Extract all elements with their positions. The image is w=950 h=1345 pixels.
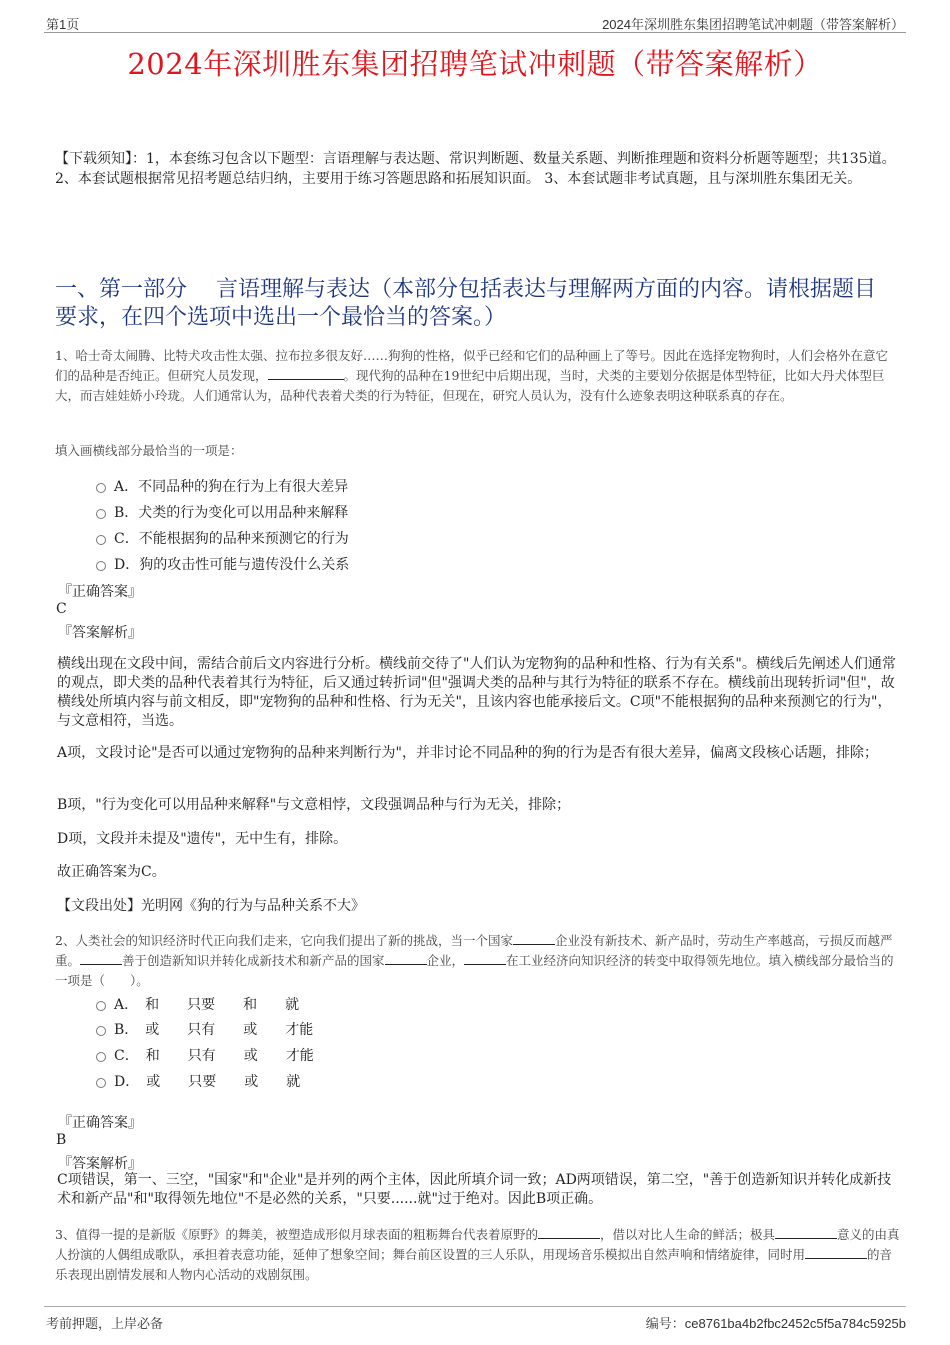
q2-blank — [80, 953, 122, 965]
footer-divider — [44, 1306, 906, 1307]
q3-text: 3、值得一提的是新版《原野》的舞美，被塑造成形似月球表面的粗粝舞台代表着原野的 — [55, 1227, 538, 1242]
q2-analysis-label: 『答案解析』 — [58, 1156, 142, 1172]
q3-text: 意义的由真人扮演的人偶组成歌队，承担着表意功能，延伸了想象空间；舞台前区设置的三人乐队，用现场音乐模拟出自然声响和情绪旋律，同时用 — [55, 1227, 900, 1262]
option-label: D．狗的攻击性可能与遗传没什么关系 — [114, 557, 350, 573]
question-2-text — [55, 931, 900, 991]
q2-blank — [464, 953, 506, 965]
q3-text: ，借以对比人生命的鲜活；极具 — [599, 1227, 775, 1242]
q1-note-d: D项，文段并未提及"遗传"，无中生有，排除。 — [57, 831, 348, 847]
footer-doc-id: 编号：ce8761ba4b2fbc2452c5f5a784c5925b — [645, 1316, 906, 1331]
q2-answer: B — [56, 1132, 67, 1148]
option-label: C． 和 只有 或 才能 — [114, 1048, 314, 1064]
q2-blank — [385, 953, 427, 965]
footer-slogan: 考前押题，上岸必备 — [46, 1317, 164, 1332]
radio-icon[interactable] — [96, 483, 106, 493]
radio-icon[interactable] — [96, 561, 106, 571]
radio-icon[interactable] — [96, 1078, 106, 1088]
q1-analysis: 横线出现在文段中间，需结合前后文内容进行分析。横线前交待了"人们认为宠物狗的品种和性格、行为有关系"。横线后先阐述人们通常的观点，即犬类的品种代表着其行为特征，后又通过转折词"但"强调犬类的品种与其行为特征的联系不存在。横线前出现转折词"但"，故横线处所填内容与前文相反，即"宠物狗的品种和性格、行为无关"，且该内容也能承接后文。C项"不能根据狗的品种来预测它的行为"，与文意相符，当选。 — [57, 656, 896, 729]
option-label: D． 或 只要 或 就 — [114, 1074, 301, 1090]
download-notice: 【下载须知】：1，本套练习包含以下题型：言语理解与表达题、常识判断题、数量关系题、判断推理题和资料分析题等题型；共135道。 2、本套试题根据常见招考题总结归纳，主要用于练习答题思路和拓展知识面。 3、本套试题非考试真题，且与深圳胜东集团无关。 — [55, 151, 896, 187]
q1-option-d[interactable] — [96, 554, 349, 574]
section-heading: 一、第一部分 言语理解与表达（本部分包括表达与理解两方面的内容。请根据题目要求，在四个选项中选出一个最恰当的答案。） — [55, 277, 876, 330]
q1-answer: C — [56, 601, 67, 617]
q2-text: 善于创造新知识并转化成新技术和新产品的国家 — [122, 953, 385, 968]
q1-analysis-label: 『答案解析』 — [58, 625, 142, 641]
q2-blank — [513, 933, 555, 945]
radio-icon[interactable] — [96, 1001, 106, 1011]
option-label: A． 和 只要 和 就 — [114, 997, 300, 1013]
q2-option-c[interactable] — [96, 1045, 314, 1065]
q1-option-c[interactable] — [96, 528, 349, 548]
page-title: 2024年深圳胜东集团招聘笔试冲刺题（带答案解析） — [127, 47, 823, 81]
q2-text: 企业没有新技术、新产品时，劳动生产率越高，亏损反而越严重。 — [55, 933, 893, 968]
q2-option-d[interactable] — [96, 1071, 300, 1091]
header-doc-title: 2024年深圳胜东集团招聘笔试冲刺题（带答案解析） — [602, 17, 904, 32]
option-label: A．不同品种的狗在行为上有很大差异 — [114, 479, 349, 495]
radio-icon[interactable] — [96, 1026, 106, 1036]
q1-text-a: 1、哈士奇太闹腾、比特犬攻击性太强、拉布拉多很友好……狗狗的性格，似乎已经和它们的品种画上了等号。因此在选择宠物狗时，人们会格外在意它们的品种是否纯正。但研究人员发现， — [55, 348, 888, 383]
q2-analysis: C项错误，第一、三空，"国家"和"企业"是并列的两个主体，因此所填介词一致；AD两项错误，第二空，"善于创造新知识并转化成新技术和新产品"和"取得领先地位"不是必然的关系，"只要......就"过于绝对。因此B项正确。 — [57, 1172, 892, 1207]
q2-option-b[interactable] — [96, 1019, 313, 1039]
q1-prompt: 填入画横线部分最恰当的一项是： — [55, 443, 243, 458]
option-label: B． 或 只有 或 才能 — [114, 1022, 314, 1038]
q1-note-b: B项，"行为变化可以用品种来解释"与文意相悖，文段强调品种与行为无关，排除； — [57, 797, 571, 813]
q1-option-a[interactable] — [96, 476, 348, 496]
q2-option-a[interactable] — [96, 994, 299, 1014]
radio-icon[interactable] — [96, 1052, 106, 1062]
page-number: 第1页 — [46, 17, 80, 32]
q1-note-a: A项，文段讨论"是否可以通过宠物狗的品种来判断行为"，并非讨论不同品种的狗的行为是否有很大差异，偏离文段核心话题，排除； — [57, 745, 878, 761]
header-divider — [44, 32, 906, 33]
question-1-text — [55, 346, 900, 406]
q3-text: 的音乐表现出剧情发展和人物内心活动的戏剧氛围。 — [55, 1247, 893, 1282]
q1-answer-label: 『正确答案』 — [58, 584, 142, 600]
q3-blank — [805, 1247, 867, 1259]
option-label: C．不能根据狗的品种来预测它的行为 — [114, 531, 349, 547]
radio-icon[interactable] — [96, 535, 106, 545]
question-3-text — [55, 1225, 900, 1285]
radio-icon[interactable] — [96, 509, 106, 519]
q1-blank — [268, 368, 344, 380]
option-label: B．犬类的行为变化可以用品种来解释 — [114, 505, 349, 521]
q2-text: 在工业经济向知识经济的转变中取得领先地位。填入横线部分最恰当的一项是（ ）。 — [55, 953, 894, 988]
q1-option-b[interactable] — [96, 502, 348, 522]
q2-text: 企业， — [426, 953, 465, 968]
q3-blank — [538, 1227, 600, 1239]
q1-source: 【文段出处】光明网《狗的行为与品种关系不大》 — [57, 898, 365, 914]
q2-answer-label: 『正确答案』 — [58, 1115, 142, 1131]
q2-text: 2、人类社会的知识经济时代正向我们走来，它向我们提出了新的挑战，当一个国家 — [55, 933, 513, 948]
q3-blank — [775, 1227, 837, 1239]
q1-conclusion: 故正确答案为C。 — [57, 864, 166, 880]
q1-text-b: 。现代狗的品种在19世纪中后期出现，当时，犬类的主要划分依据是体型特征，比如大丹犬体型巨大，而吉娃娃娇小玲珑。人们通常认为，品种代表着犬类的行为特征，但现在，研究人员认为，没有什么迹象表明这种联系真的存在。 — [55, 368, 885, 403]
